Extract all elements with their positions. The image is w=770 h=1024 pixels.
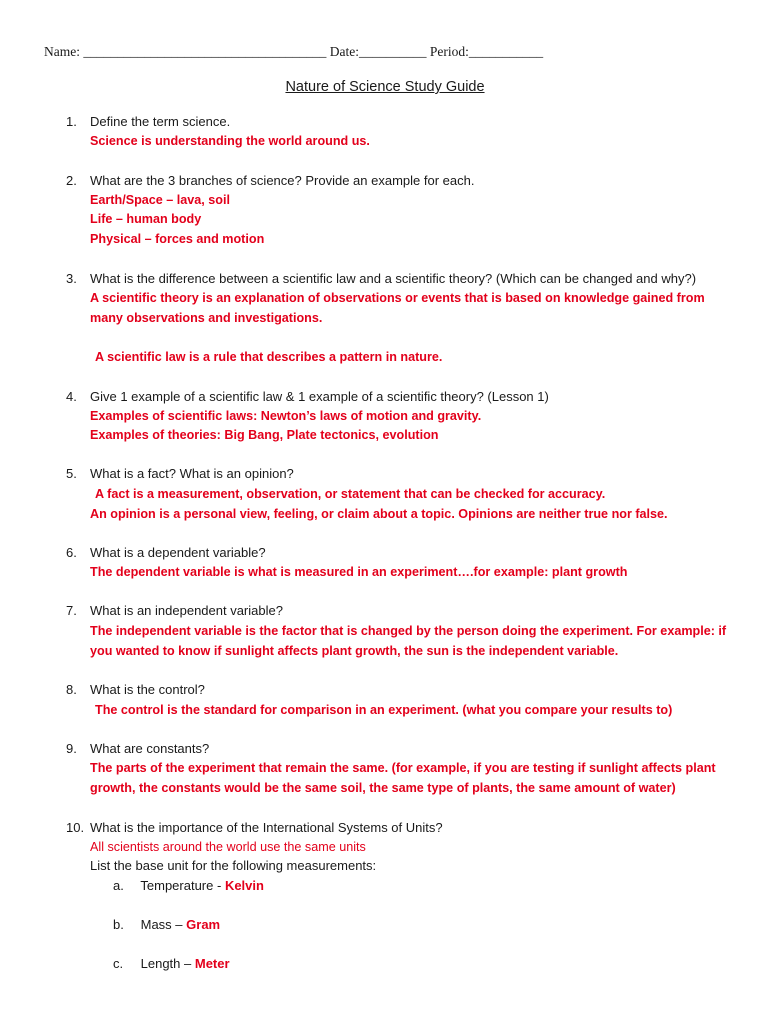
list-item-mass [113,917,220,932]
question-number: 8. [66,682,77,697]
question-number: 3. [66,271,77,286]
page-title: Nature of Science Study Guide [285,79,485,95]
question-number: 2. [66,173,77,188]
question-text: What is the importance of the International Systems of Units? [90,820,443,835]
question-number: 10. [66,820,85,835]
question-text: What is a dependent variable? [90,545,266,560]
list-label: Mass – [140,917,183,932]
question-5 [66,466,740,481]
list-answer: Kelvin [224,878,264,893]
header-fields: Name: ____________________________________ Date:__________ Period:___________ [44,44,544,59]
answer-10: All scientists around the world use the same units [90,840,366,854]
question-4 [66,389,740,404]
question-2 [66,173,740,188]
answer-9: The parts of the experiment that remain the same. (for example, if you are testing if sunlight affects plant growth, the constants would be the same soil, the same type of plants, the same amount of water) [90,761,716,795]
answer-8: The control is the standard for comparison in an experiment. (what you compare your results to) [95,703,673,717]
question-number: 9. [66,741,77,756]
list-item-temperature [113,878,264,893]
question-text: What are the 3 branches of science? Provide an example for each. [90,173,475,188]
question-text: What is a fact? What is an opinion? [90,466,294,481]
question-text: What is the control? [90,682,205,697]
list-label: Length – [140,956,192,971]
list-letter: b. [113,917,124,932]
question-9 [66,741,740,756]
answer-4-laws: Examples of scientific laws: Newton’s laws of motion and gravity. [90,409,482,423]
answer-3-law: A scientific law is a rule that describes a pattern in nature. [95,350,443,364]
question-number: 4. [66,389,77,404]
question-3 [66,271,740,286]
question-text: Define the term science. [90,114,231,129]
question-6 [66,545,740,560]
answer-6: The dependent variable is what is measured in an experiment….for example: plant growth [90,565,628,579]
question-8 [66,682,740,697]
question-7 [66,603,740,618]
answer-2-earth-space: Earth/Space – lava, soil [90,193,231,207]
list-answer: Meter [194,956,230,971]
answer-2-life: Life – human body [90,212,202,226]
question-text: Give 1 example of a scientific law & 1 example of a scientific theory? (Lesson 1) [90,389,549,404]
list-letter: c. [113,956,124,971]
list-answer: Gram [186,917,221,932]
question-text: What is an independent variable? [90,603,283,618]
list-intro: List the base unit for the following measurements: [90,858,377,873]
question-number: 5. [66,466,77,481]
list-item-length [113,956,230,971]
question-text: What is the difference between a scientific law and a scientific theory? (Which can be changed and why?) [90,271,697,286]
answer-5-opinion: An opinion is a personal view, feeling, or claim about a topic. Opinions are neither true nor false. [90,507,668,521]
answer-3-theory: A scientific theory is an explanation of observations or events that is based on knowledge gained from many observations and investigations. [90,291,705,325]
question-10 [66,820,740,835]
answer-5-fact: A fact is a measurement, observation, or statement that can be checked for accuracy. [95,487,606,501]
list-label: Temperature - [140,878,222,893]
answer-7: The independent variable is the factor that is changed by the person doing the experiment. For example: if you wanted to know if sunlight affects plant growth, the sun is the independent variable. [90,624,727,658]
question-text: What are constants? [90,741,210,756]
question-number: 1. [66,114,77,129]
list-letter: a. [113,878,124,893]
question-number: 7. [66,603,77,618]
answer-4-theories: Examples of theories: Big Bang, Plate tectonics, evolution [90,428,439,442]
answer-2-physical: Physical – forces and motion [90,232,265,246]
question-number: 6. [66,545,77,560]
question-1 [66,114,740,129]
answer-1: Science is understanding the world around us. [90,134,370,148]
